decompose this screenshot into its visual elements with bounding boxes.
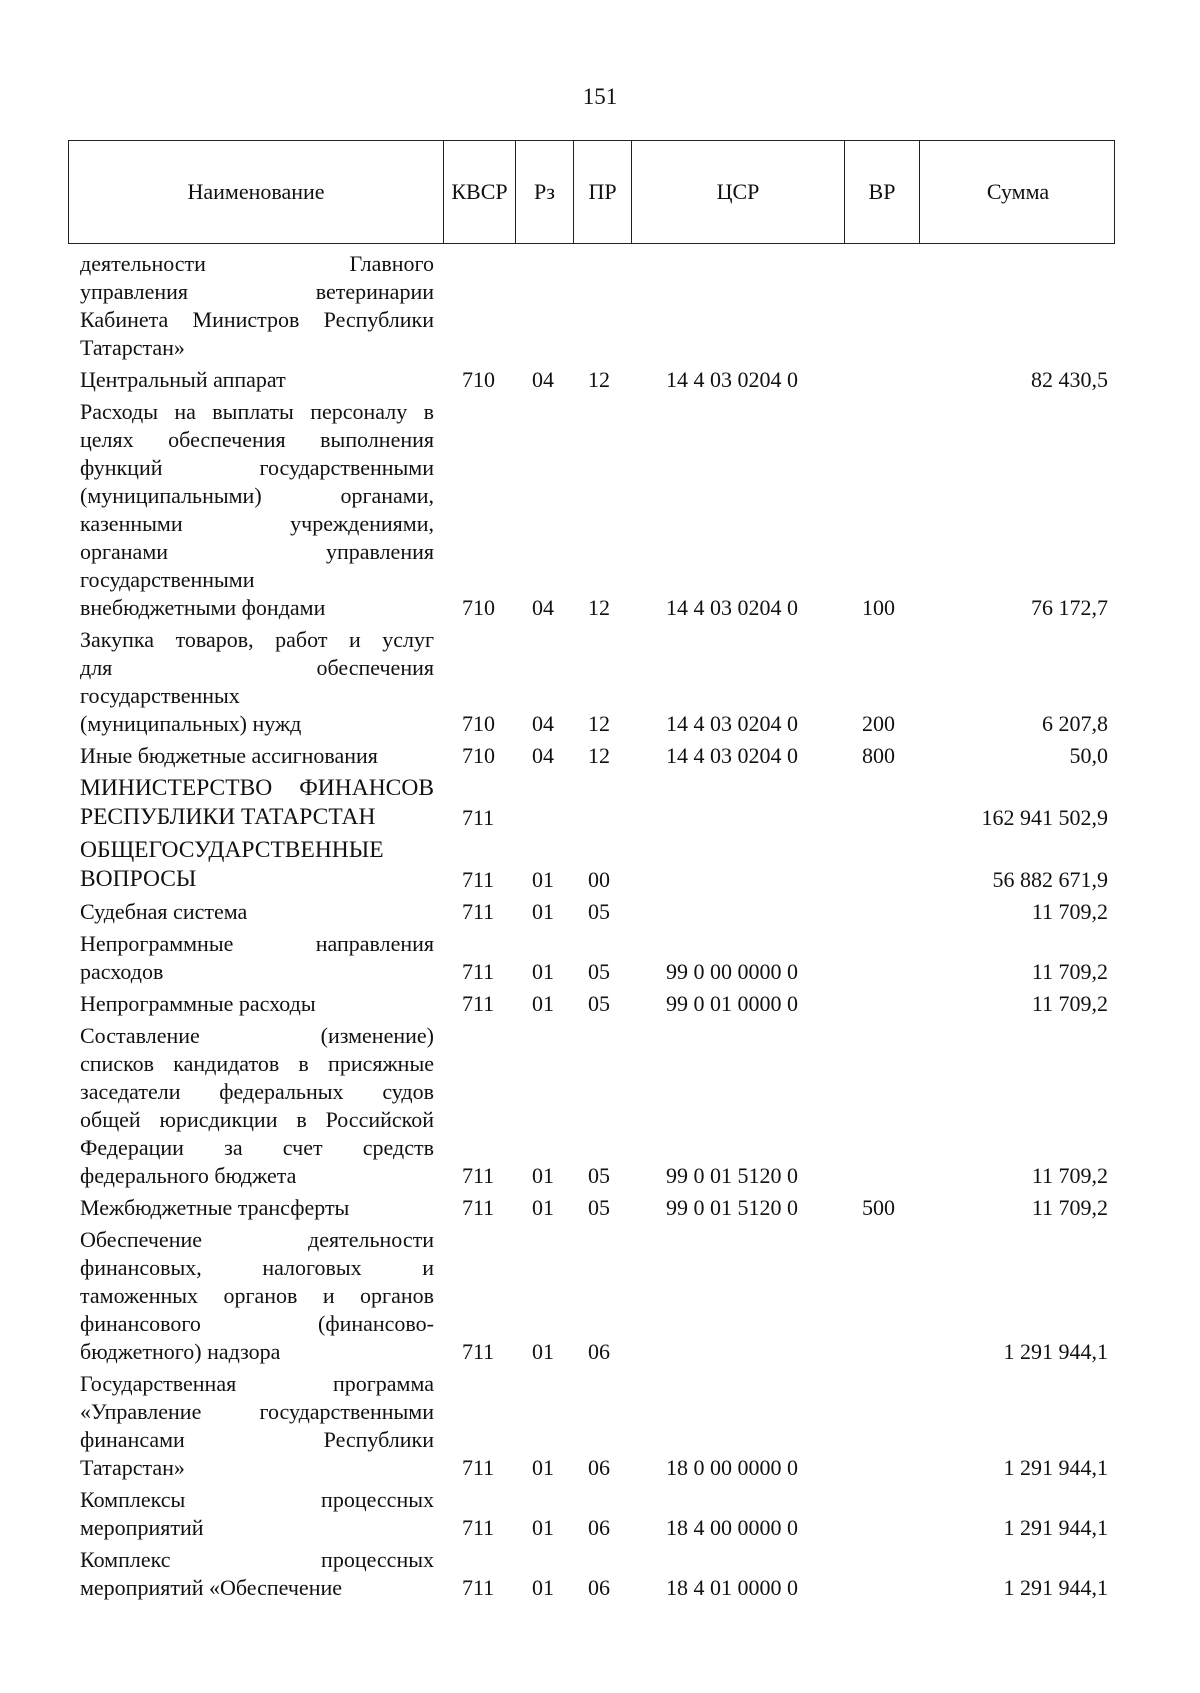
row-name-line: ВОПРОСЫ bbox=[80, 866, 197, 892]
row-name-line: расходов bbox=[80, 959, 164, 984]
row-kvsr: 711 bbox=[462, 805, 495, 830]
row-name bbox=[80, 774, 434, 832]
row-name-line: финансового (финансово- bbox=[80, 1311, 434, 1336]
row-sum: 56 882 671,9 bbox=[992, 867, 1108, 892]
row-pr: 05 bbox=[588, 991, 610, 1016]
row-name-line: целях обеспечения выполнения bbox=[80, 427, 434, 452]
row-name bbox=[80, 898, 434, 926]
row-kvsr: 710 bbox=[462, 743, 495, 768]
row-name bbox=[80, 742, 434, 770]
table-row bbox=[0, 774, 1200, 832]
table-row bbox=[0, 742, 1200, 770]
row-name-line: Федерации за счет средств bbox=[80, 1135, 434, 1160]
header-vr: ВР bbox=[845, 141, 920, 243]
row-kvsr: 710 bbox=[462, 367, 495, 392]
row-sum: 1 291 944,1 bbox=[1003, 1515, 1108, 1540]
table-row bbox=[0, 930, 1200, 986]
row-kvsr: 711 bbox=[462, 1195, 495, 1220]
table-row bbox=[0, 1370, 1200, 1482]
row-rz: 01 bbox=[532, 959, 554, 984]
row-vr: 200 bbox=[862, 711, 895, 736]
row-name-line: «Управление государственными bbox=[80, 1399, 434, 1424]
row-name-line: внебюджетными фондами bbox=[80, 595, 326, 620]
row-name-line: Непрограммные направления bbox=[80, 931, 434, 956]
table-row bbox=[0, 398, 1200, 622]
row-name-line: мероприятий bbox=[80, 1515, 204, 1540]
row-kvsr: 711 bbox=[462, 1515, 495, 1540]
row-pr: 06 bbox=[588, 1455, 610, 1480]
row-rz: 01 bbox=[532, 1339, 554, 1364]
row-sum: 11 709,2 bbox=[1031, 899, 1108, 924]
table-row bbox=[0, 1022, 1200, 1190]
row-name-line: бюджетного) надзора bbox=[80, 1339, 281, 1364]
row-name-line: Комплексы процессных bbox=[80, 1487, 434, 1512]
row-name-line: Непрограммные расходы bbox=[80, 991, 316, 1016]
header-pr: ПР bbox=[574, 141, 632, 243]
row-sum: 82 430,5 bbox=[1031, 367, 1108, 392]
row-name-line: государственными bbox=[80, 567, 255, 592]
row-csr: 18 4 01 0000 0 bbox=[666, 1575, 798, 1600]
table-row bbox=[0, 1486, 1200, 1542]
row-name-line: Обеспечение деятельности bbox=[80, 1227, 434, 1252]
row-name bbox=[80, 250, 434, 362]
row-csr: 99 0 00 0000 0 bbox=[666, 959, 798, 984]
header-name: Наименование bbox=[69, 141, 444, 243]
table-row bbox=[0, 1226, 1200, 1366]
row-rz: 01 bbox=[532, 1195, 554, 1220]
row-kvsr: 711 bbox=[462, 867, 495, 892]
row-name-line: Иные бюджетные ассигнования bbox=[80, 743, 378, 768]
row-kvsr: 710 bbox=[462, 595, 495, 620]
table-row bbox=[0, 1546, 1200, 1602]
table-row bbox=[0, 1194, 1200, 1222]
row-csr: 14 4 03 0204 0 bbox=[666, 711, 798, 736]
row-pr: 12 bbox=[588, 743, 610, 768]
row-sum: 11 709,2 bbox=[1031, 1195, 1108, 1220]
row-name-line: Кабинета Министров Республики bbox=[80, 307, 434, 332]
row-rz: 04 bbox=[532, 743, 554, 768]
row-name-line: управления ветеринарии bbox=[80, 279, 434, 304]
table-row bbox=[0, 836, 1200, 894]
row-sum: 6 207,8 bbox=[1042, 711, 1108, 736]
table-row bbox=[0, 250, 1200, 362]
row-name-line: Татарстан» bbox=[80, 1455, 185, 1480]
row-name-line: государственных bbox=[80, 683, 240, 708]
row-rz: 01 bbox=[532, 899, 554, 924]
table-row bbox=[0, 366, 1200, 394]
table-body bbox=[0, 250, 1200, 1606]
row-csr: 18 0 00 0000 0 bbox=[666, 1455, 798, 1480]
row-rz: 01 bbox=[532, 1163, 554, 1188]
row-rz: 04 bbox=[532, 367, 554, 392]
row-name bbox=[80, 1022, 434, 1190]
row-name-line: Закупка товаров, работ и услуг bbox=[80, 627, 434, 652]
row-csr: 14 4 03 0204 0 bbox=[666, 367, 798, 392]
table-header bbox=[68, 140, 1115, 244]
header-rz: Рз bbox=[516, 141, 574, 243]
row-vr: 800 bbox=[862, 743, 895, 768]
row-rz: 04 bbox=[532, 711, 554, 736]
row-kvsr: 711 bbox=[462, 1163, 495, 1188]
row-name bbox=[80, 1546, 434, 1602]
row-sum: 76 172,7 bbox=[1031, 595, 1108, 620]
row-vr: 100 bbox=[862, 595, 895, 620]
row-name-line: Государственная программа bbox=[80, 1371, 434, 1396]
row-kvsr: 711 bbox=[462, 1339, 495, 1364]
row-name-line: мероприятий «Обеспечение bbox=[80, 1575, 343, 1600]
row-name-line: списков кандидатов в присяжные bbox=[80, 1051, 434, 1076]
row-name-line: Комплекс процессных bbox=[80, 1547, 434, 1572]
row-rz: 01 bbox=[532, 1575, 554, 1600]
row-name-line: деятельности Главного bbox=[80, 251, 434, 276]
row-sum: 11 709,2 bbox=[1031, 991, 1108, 1016]
row-sum: 50,0 bbox=[1069, 743, 1108, 768]
row-kvsr: 711 bbox=[462, 959, 495, 984]
row-pr: 12 bbox=[588, 367, 610, 392]
row-name-line: финансами Республики bbox=[80, 1427, 434, 1452]
row-name bbox=[80, 398, 434, 622]
row-name-line: функций государственными bbox=[80, 455, 434, 480]
row-rz: 01 bbox=[532, 1455, 554, 1480]
row-name bbox=[80, 366, 434, 394]
row-name-line: общей юрисдикции в Российской bbox=[80, 1107, 434, 1132]
row-kvsr: 711 bbox=[462, 899, 495, 924]
row-csr: 99 0 01 0000 0 bbox=[666, 991, 798, 1016]
row-name-line: органами управления bbox=[80, 539, 434, 564]
row-name-line: РЕСПУБЛИКИ ТАТАРСТАН bbox=[80, 804, 376, 830]
row-name-line: Межбюджетные трансферты bbox=[80, 1195, 350, 1220]
row-sum: 11 709,2 bbox=[1031, 959, 1108, 984]
row-name bbox=[80, 626, 434, 738]
row-name bbox=[80, 930, 434, 986]
row-pr: 05 bbox=[588, 959, 610, 984]
row-name-line: Центральный аппарат bbox=[80, 367, 286, 392]
row-sum: 1 291 944,1 bbox=[1003, 1455, 1108, 1480]
row-name bbox=[80, 1194, 434, 1222]
row-kvsr: 711 bbox=[462, 1575, 495, 1600]
row-name-line: Расходы на выплаты персоналу в bbox=[80, 399, 434, 424]
row-name-line: казенными учреждениями, bbox=[80, 511, 434, 536]
header-csr: ЦСР bbox=[632, 141, 845, 243]
row-name bbox=[80, 990, 434, 1018]
row-pr: 06 bbox=[588, 1575, 610, 1600]
row-csr: 14 4 03 0204 0 bbox=[666, 743, 798, 768]
row-pr: 12 bbox=[588, 711, 610, 736]
row-name-line: Татарстан» bbox=[80, 335, 185, 360]
row-pr: 05 bbox=[588, 899, 610, 924]
row-rz: 01 bbox=[532, 867, 554, 892]
table-row bbox=[0, 990, 1200, 1018]
header-sum: Сумма bbox=[986, 179, 1050, 204]
row-rz: 04 bbox=[532, 595, 554, 620]
row-kvsr: 710 bbox=[462, 711, 495, 736]
row-sum: 1 291 944,1 bbox=[1003, 1575, 1108, 1600]
row-name-line: (муниципальными) органами, bbox=[80, 483, 434, 508]
row-name-line: МИНИСТЕРСТВО ФИНАНСОВ bbox=[80, 775, 434, 801]
row-name-line: для обеспечения bbox=[80, 655, 434, 680]
row-csr: 14 4 03 0204 0 bbox=[666, 595, 798, 620]
page-number: 151 bbox=[582, 84, 618, 109]
row-csr: 99 0 01 5120 0 bbox=[666, 1163, 798, 1188]
row-name-line: Судебная система bbox=[80, 899, 248, 924]
row-vr: 500 bbox=[862, 1195, 895, 1220]
row-name bbox=[80, 1226, 434, 1366]
row-pr: 06 bbox=[588, 1339, 610, 1364]
row-name-line: таможенных органов и органов bbox=[80, 1283, 434, 1308]
row-sum: 1 291 944,1 bbox=[1003, 1339, 1108, 1364]
table-row bbox=[0, 626, 1200, 738]
row-pr: 05 bbox=[588, 1163, 610, 1188]
row-sum: 11 709,2 bbox=[1031, 1163, 1108, 1188]
row-sum: 162 941 502,9 bbox=[981, 805, 1108, 830]
row-kvsr: 711 bbox=[462, 1455, 495, 1480]
row-name bbox=[80, 1370, 434, 1482]
row-name-line: ОБЩЕГОСУДАРСТВЕННЫЕ bbox=[80, 837, 384, 863]
row-kvsr: 711 bbox=[462, 991, 495, 1016]
row-rz: 01 bbox=[532, 991, 554, 1016]
header-kvsr: КВСР bbox=[444, 141, 516, 243]
row-pr: 06 bbox=[588, 1515, 610, 1540]
row-name bbox=[80, 1486, 434, 1542]
row-csr: 18 4 00 0000 0 bbox=[666, 1515, 798, 1540]
table-row bbox=[0, 898, 1200, 926]
row-pr: 00 bbox=[588, 867, 610, 892]
row-pr: 05 bbox=[588, 1195, 610, 1220]
row-pr: 12 bbox=[588, 595, 610, 620]
row-name-line: финансовых, налоговых и bbox=[80, 1255, 434, 1280]
row-name bbox=[80, 836, 434, 894]
row-rz: 01 bbox=[532, 1515, 554, 1540]
row-csr: 99 0 01 5120 0 bbox=[666, 1195, 798, 1220]
row-name-line: Составление (изменение) bbox=[80, 1023, 434, 1048]
row-name-line: заседатели федеральных судов bbox=[80, 1079, 434, 1104]
row-name-line: (муниципальных) нужд bbox=[80, 711, 302, 736]
row-name-line: федерального бюджета bbox=[80, 1163, 297, 1188]
